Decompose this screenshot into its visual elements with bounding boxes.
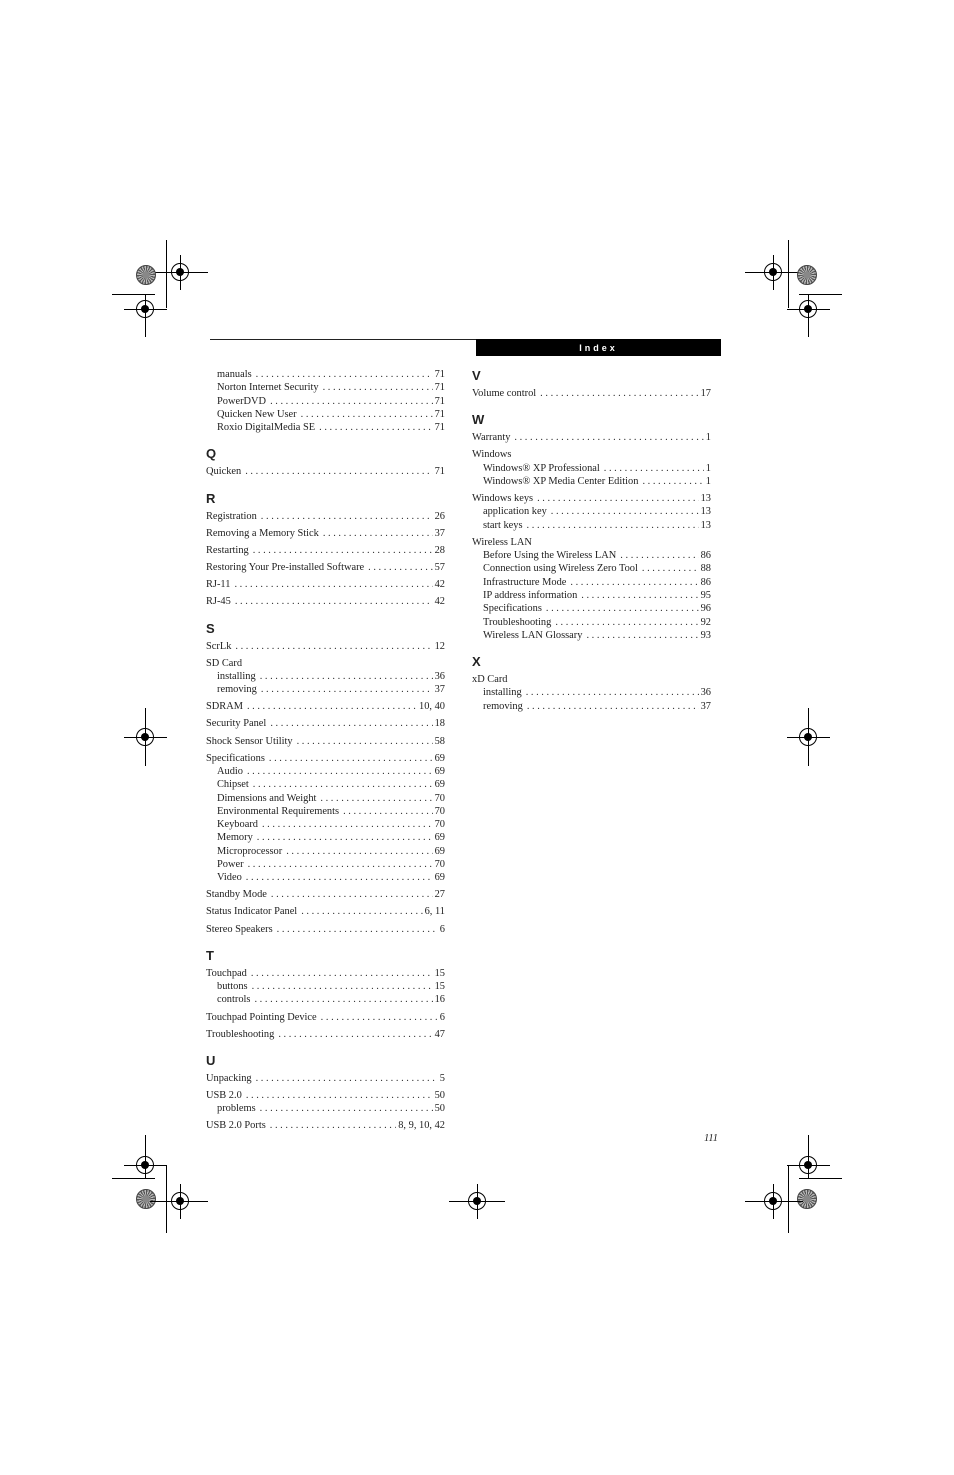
index-subentry (472, 602, 711, 615)
index-entry (206, 595, 445, 608)
index-term: Roxio DigitalMedia SE (217, 422, 316, 434)
index-entry (206, 700, 445, 713)
index-page-ref: 88 (700, 563, 711, 575)
dot-leader (537, 492, 699, 505)
dot-leader (278, 1028, 432, 1041)
index-entry (206, 1089, 445, 1102)
index-letter-heading: Q (206, 446, 217, 462)
index-entry (206, 544, 445, 557)
index-page-ref: 10, 40 (419, 701, 445, 713)
index-letter-heading: V (472, 368, 481, 383)
index-entry (206, 752, 445, 765)
index-entry (206, 578, 445, 591)
index-page-ref: 13 (700, 493, 711, 505)
dot-leader (247, 700, 417, 713)
index-term: Wireless LAN Glossary (483, 629, 583, 641)
index-letter-heading: R (206, 490, 216, 506)
index-page-ref: 70 (434, 858, 445, 870)
dot-leader (246, 871, 433, 884)
index-page-ref: 70 (434, 792, 445, 804)
dot-leader (551, 505, 699, 518)
dot-leader (246, 1089, 433, 1102)
index-term: Windows keys (472, 493, 534, 505)
index-subentry (472, 562, 711, 575)
dot-leader (277, 923, 438, 936)
index-entry (206, 1028, 445, 1041)
registration-target-icon (136, 728, 154, 746)
registration-target-icon (799, 728, 817, 746)
index-page-ref: 69 (434, 765, 445, 777)
index-term: Touchpad (206, 967, 247, 979)
dot-leader (581, 589, 698, 602)
index-subentry (206, 421, 445, 434)
index-letter-heading: T (206, 947, 214, 963)
dot-leader (252, 980, 433, 993)
index-page-ref: 28 (434, 544, 445, 556)
index-entry (206, 527, 445, 540)
index-subentry (472, 576, 711, 589)
index-subentry (206, 805, 445, 818)
index-page-ref: 36 (434, 670, 445, 682)
index-entry (206, 888, 445, 901)
index-subentry (206, 871, 445, 884)
index-page-ref: 96 (700, 603, 711, 615)
index-term: Warranty (472, 432, 511, 444)
index-entry (206, 905, 445, 918)
index-term: Windows (472, 449, 512, 461)
index-entry (206, 510, 445, 523)
index-subentry (472, 505, 711, 518)
dot-leader (234, 578, 432, 591)
dot-leader (323, 381, 433, 394)
index-term: Specifications (483, 603, 542, 615)
registration-target-icon (799, 1156, 817, 1174)
index-page-ref: 37 (434, 684, 445, 696)
index-term: Microprocessor (217, 845, 283, 857)
dot-leader (260, 670, 433, 683)
color-rosette-icon (797, 1189, 817, 1209)
index-term: Volume control (472, 388, 537, 399)
dot-leader (555, 616, 698, 629)
index-page-ref: 5 (439, 1072, 445, 1084)
index-term: buttons (217, 981, 248, 993)
index-entry (206, 717, 445, 730)
index-page-ref: 42 (434, 596, 445, 608)
index-term: Troubleshooting (206, 1028, 275, 1040)
index-term: manuals (217, 369, 252, 380)
index-page-ref: 16 (434, 994, 445, 1006)
dot-leader (368, 561, 432, 574)
index-page-ref: 86 (700, 550, 711, 562)
dot-leader (269, 752, 433, 765)
index-entry (472, 536, 711, 549)
dot-leader (251, 967, 433, 980)
index-term: installing (483, 687, 522, 699)
index-entry (206, 640, 445, 653)
index-term: Removing a Memory Stick (206, 527, 319, 539)
section-label: Index (579, 342, 618, 353)
dot-leader (256, 1072, 438, 1085)
section-header-bar (476, 339, 721, 356)
dot-leader (323, 527, 433, 540)
dot-leader (270, 717, 432, 730)
registration-target-icon (136, 300, 154, 318)
index-page-ref: 15 (434, 981, 445, 993)
index-page-ref: 70 (434, 805, 445, 817)
dot-leader (526, 686, 699, 699)
index-subentry (472, 475, 711, 488)
index-subentry (206, 683, 445, 696)
index-page-ref: 12 (434, 640, 445, 652)
index-subentry (206, 792, 445, 805)
index-page-ref: 69 (434, 779, 445, 791)
index-page-ref: 86 (700, 576, 711, 588)
index-term: Status Indicator Panel (206, 906, 298, 918)
index-page-ref: 17 (700, 388, 711, 399)
index-term: Specifications (206, 752, 265, 764)
index-term: PowerDVD (217, 395, 267, 407)
dot-leader (261, 683, 433, 696)
index-term: Stereo Speakers (206, 923, 273, 935)
index-term: Dimensions and Weight (217, 792, 317, 804)
index-page-ref: 36 (700, 687, 711, 699)
index-term: problems (217, 1103, 256, 1115)
index-entry (206, 657, 445, 670)
index-page-ref: 71 (434, 369, 445, 380)
index-page-ref: 69 (434, 832, 445, 844)
index-entry (206, 1072, 445, 1085)
index-page-ref: 6 (439, 923, 445, 935)
dot-leader (271, 888, 433, 901)
index-entry (472, 431, 711, 444)
index-term: Quicken (206, 466, 242, 478)
dot-leader (546, 602, 699, 615)
index-entry (206, 967, 445, 980)
index-term: Connection using Wireless Zero Tool (483, 563, 638, 575)
index-term: Shock Sensor Utility (206, 735, 293, 747)
index-entry (206, 1119, 445, 1132)
color-rosette-icon (136, 1189, 156, 1209)
index-page-ref: 69 (434, 872, 445, 884)
index-page-ref: 26 (434, 510, 445, 522)
index-subentry (206, 858, 445, 871)
color-rosette-icon (136, 265, 156, 285)
index-subentry (206, 368, 445, 381)
index-letter-heading: S (206, 620, 215, 636)
index-term: Standby Mode (206, 889, 267, 901)
index-page-ref: 13 (700, 519, 711, 531)
dot-leader (642, 475, 703, 488)
dot-leader (343, 805, 433, 818)
index-entry (206, 1011, 445, 1024)
dot-leader (301, 905, 422, 918)
index-subentry (472, 629, 711, 642)
index-term: Troubleshooting (483, 616, 552, 628)
index-page-ref: 70 (434, 819, 445, 831)
index-entry (206, 735, 445, 748)
dot-leader (270, 1119, 396, 1132)
page-number: 111 (703, 1133, 718, 1144)
index-page-ref: 71 (434, 382, 445, 394)
index-subentry (472, 700, 711, 713)
index-term: application key (483, 506, 547, 518)
dot-leader (257, 831, 433, 844)
index-term: Environmental Requirements (217, 805, 340, 817)
index-term: Windows® XP Professional (483, 462, 600, 474)
index-page-ref: 37 (700, 700, 711, 712)
index-page-ref: 58 (434, 735, 445, 747)
dot-leader (297, 735, 433, 748)
registration-target-icon (764, 263, 782, 281)
registration-target-icon (136, 1156, 154, 1174)
index-subentry (206, 831, 445, 844)
index-column-left (206, 368, 445, 1133)
index-page-ref: 8, 9, 10, 42 (398, 1120, 445, 1132)
dot-leader (570, 576, 698, 589)
index-letter-heading: X (472, 654, 481, 670)
index-term: RJ-45 (206, 596, 231, 608)
registration-target-icon (799, 300, 817, 318)
index-page-ref: 57 (434, 562, 445, 574)
registration-target-icon (171, 263, 189, 281)
dot-leader (247, 765, 433, 778)
index-term: SD Card (206, 657, 243, 669)
dot-leader (319, 421, 432, 434)
dot-leader (286, 845, 432, 858)
index-term: Before Using the Wireless LAN (483, 550, 617, 562)
index-page-ref: 1 (705, 462, 711, 474)
index-subentry (206, 778, 445, 791)
index-page-ref: 71 (434, 422, 445, 434)
index-term: Keyboard (217, 819, 258, 831)
dot-leader (301, 408, 433, 421)
index-subentry (472, 519, 711, 532)
index-subentry (206, 1102, 445, 1115)
index-term: Memory (217, 832, 253, 844)
index-term: start keys (483, 519, 523, 531)
index-page-ref: 6, 11 (424, 906, 445, 918)
index-entry (206, 561, 445, 574)
index-page-ref: 50 (434, 1090, 445, 1102)
dot-leader (527, 519, 699, 532)
index-term: Power (217, 858, 244, 870)
index-term: Restarting (206, 544, 249, 556)
index-entry (472, 673, 711, 686)
index-term: SDRAM (206, 701, 243, 713)
index-subentry (206, 381, 445, 394)
index-page-ref: 95 (700, 589, 711, 601)
index-entry (472, 492, 711, 505)
index-page-ref: 93 (700, 629, 711, 641)
index-term: IP address information (483, 589, 578, 601)
dot-leader (253, 778, 433, 791)
index-subentry (472, 549, 711, 562)
dot-leader (620, 549, 698, 562)
index-page-ref: 13 (700, 506, 711, 518)
dot-leader (260, 1102, 433, 1115)
index-term: Video (217, 872, 242, 884)
index-term: Registration (206, 510, 257, 522)
index-letter-heading: W (472, 412, 485, 428)
dot-leader (245, 465, 432, 478)
index-term: Touchpad Pointing Device (206, 1011, 317, 1023)
index-term: Windows® XP Media Center Edition (483, 475, 639, 487)
index-term: xD Card (472, 674, 508, 686)
registration-target-icon (171, 1192, 189, 1210)
index-term: Unpacking (206, 1072, 252, 1084)
index-term: USB 2.0 Ports (206, 1120, 266, 1132)
dot-leader (604, 462, 704, 475)
dot-leader (642, 562, 699, 575)
index-subentry (472, 686, 711, 699)
index-subentry (206, 845, 445, 858)
dot-leader (254, 993, 432, 1006)
index-term: Wireless LAN (472, 536, 532, 548)
index-term: USB 2.0 (206, 1090, 242, 1102)
dot-leader (320, 792, 432, 805)
index-page-ref: 71 (434, 395, 445, 407)
dot-leader (248, 858, 433, 871)
index-page-ref: 42 (434, 579, 445, 591)
index-subentry (206, 395, 445, 408)
index-term: removing (483, 700, 523, 712)
index-page-ref: 1 (705, 475, 711, 487)
index-subentry (472, 616, 711, 629)
dot-leader (270, 395, 433, 408)
index-term: Chipset (217, 779, 249, 791)
index-page-ref: 1 (705, 432, 711, 444)
index-letter-heading: U (206, 1052, 216, 1068)
dot-leader (253, 544, 433, 557)
index-page-ref: 50 (434, 1103, 445, 1115)
index-page-ref: 71 (434, 408, 445, 420)
dot-leader (540, 387, 698, 400)
index-term: Quicken New User (217, 408, 297, 420)
index-subentry (206, 408, 445, 421)
index-term: ScrLk (206, 640, 232, 652)
index-entry (472, 448, 711, 461)
dot-leader (256, 368, 433, 381)
dot-leader (514, 431, 703, 444)
index-term: Security Panel (206, 718, 267, 730)
index-column-right (472, 368, 711, 713)
color-rosette-icon (797, 265, 817, 285)
dot-leader (527, 700, 699, 713)
index-subentry (206, 765, 445, 778)
dot-leader (235, 640, 432, 653)
dot-leader (261, 510, 433, 523)
dot-leader (586, 629, 698, 642)
index-page-ref: 47 (434, 1028, 445, 1040)
index-page-ref: 27 (434, 889, 445, 901)
index-page-ref: 6 (439, 1011, 445, 1023)
index-page-ref: 71 (434, 466, 445, 478)
index-entry (472, 387, 711, 400)
index-term: controls (217, 994, 251, 1006)
index-page-ref: 69 (434, 845, 445, 857)
registration-target-icon (764, 1192, 782, 1210)
index-entry (206, 465, 445, 478)
index-subentry (472, 462, 711, 475)
dot-leader (321, 1011, 438, 1024)
index-term: Audio (217, 765, 243, 777)
index-subentry (206, 980, 445, 993)
index-page-ref: 18 (434, 718, 445, 730)
index-term: Restoring Your Pre-installed Software (206, 562, 365, 574)
index-page-ref: 69 (434, 752, 445, 764)
index-subentry (206, 818, 445, 831)
index-entry (206, 923, 445, 936)
index-subentry (206, 670, 445, 683)
index-page-ref: 37 (434, 527, 445, 539)
index-term: Infrastructure Mode (483, 576, 567, 588)
index-page-ref: 15 (434, 967, 445, 979)
index-term: RJ-11 (206, 579, 231, 591)
dot-leader (262, 818, 433, 831)
registration-target-icon (468, 1192, 486, 1210)
index-term: removing (217, 684, 257, 696)
index-term: Norton Internet Security (217, 382, 319, 394)
index-subentry (472, 589, 711, 602)
index-page-ref: 92 (700, 616, 711, 628)
index-term: installing (217, 670, 256, 682)
index-subentry (206, 993, 445, 1006)
dot-leader (235, 595, 433, 608)
